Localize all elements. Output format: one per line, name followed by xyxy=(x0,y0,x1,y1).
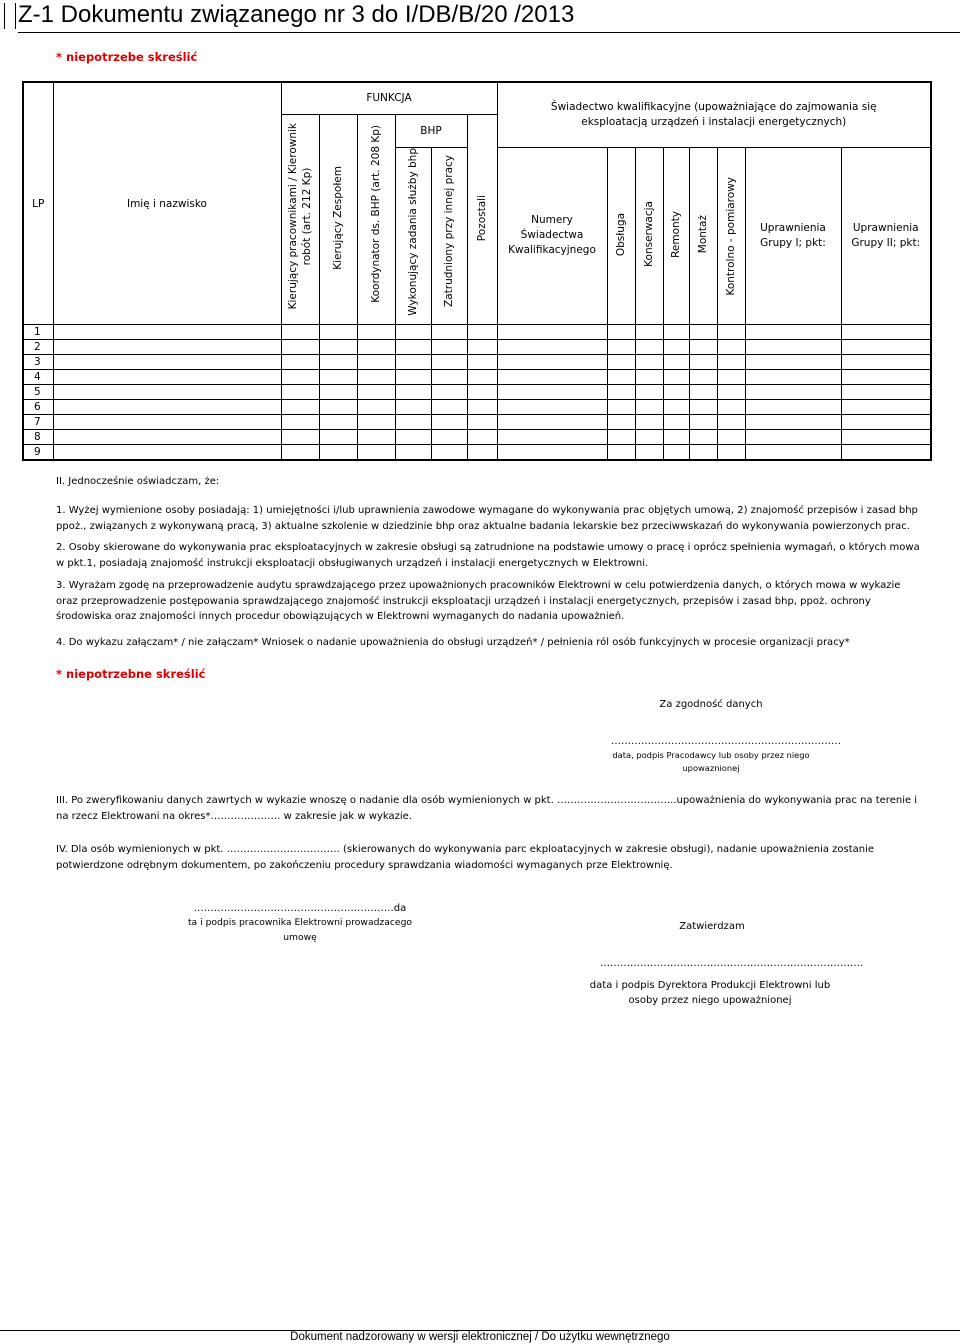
table-cell xyxy=(53,370,281,385)
zatwierdzam-label: Zatwierdzam xyxy=(679,921,745,932)
paragraph-IV: IV. Dla osób wymienionych w pkt. ……………………………. (skierowanych do wykonywania parc ekploatacyjnych w zakresie obsługi), nadanie upoważnienia zostanie potwierdzone odrębnym dokumentem, po zakończeniu procedury sprawdzania wiadomości wymaganych prze Elektrownię. xyxy=(56,844,875,871)
table-row xyxy=(23,385,931,400)
signature-line-employer: …………………………………………………………… xyxy=(611,736,841,747)
table-cell xyxy=(841,325,931,340)
footer xyxy=(0,1330,960,1344)
table-cell xyxy=(467,355,497,370)
header-rule xyxy=(18,32,960,33)
table-cell xyxy=(319,370,357,385)
table-cell xyxy=(497,445,607,461)
header-lp: LP xyxy=(23,82,53,325)
table-cell xyxy=(497,430,607,445)
paragraph-4: 4. Do wykazu załączam* / nie załączam* Wniosek o nadanie upoważnienia do obsługi urządzeń* / pełnienia ról osób funkcyjnych w procesie organizacji pracy* xyxy=(56,637,850,648)
table-cell xyxy=(281,340,319,355)
paragraph-3: 3. Wyrażam zgodę na przeprowadzenie audytu sprawdzającego przez upoważnionych pracowników Elektrowni w celu potwierdzenia danych, o których mowa w wykazie oraz przeprowadzenie postępowania sprawdzającego znajomość instrukcji eksploatacji urządzeń i instalacji energetycznych, przepisów i zasad bhp, ppoż. ochrony środowiska oraz znajomości innych procedur obowiązujących w Elektrowni wymaganych do nadania upoważnień. xyxy=(56,580,901,622)
table-cell xyxy=(319,445,357,461)
table-cell xyxy=(841,370,931,385)
table-cell xyxy=(497,340,607,355)
header-funkcja: FUNKCJA xyxy=(281,82,497,114)
table-cell xyxy=(717,355,745,370)
paragraph-III: III. Po zweryfikowaniu danych zawrtych w wykazie wnoszę o nadanie dla osób wymienionych w pkt. ……………………………...upoważnienia do wykonywania prac na terenie i na rzecz Elektrowani na okres*………………… w zakresie jak w wykazie. xyxy=(56,795,918,822)
table-cell xyxy=(395,370,431,385)
table-cell xyxy=(745,385,841,400)
section-2-title: II. Jednocześnie oświadczam, że: xyxy=(56,476,220,487)
table-cell xyxy=(431,415,467,430)
table-cell xyxy=(319,430,357,445)
table-cell xyxy=(395,385,431,400)
table-cell xyxy=(635,370,663,385)
table-cell xyxy=(689,340,717,355)
row-number: 7 xyxy=(23,415,53,430)
header-grupa1: Uprawnienia Grupy I; pkt: xyxy=(745,147,841,325)
row-number: 8 xyxy=(23,430,53,445)
table-cell xyxy=(841,415,931,430)
table-cell xyxy=(689,385,717,400)
header-kierujacy-pracownikami: Kierujący pracownikami / Kierownik robót (art. 212 Kp) xyxy=(281,114,319,325)
header-swiadectwo: Świadectwo kwalifikacyjne (upoważniające do zajmowania się eksploatacją urządzeń i instalacji energetycznych) xyxy=(497,82,931,147)
table-cell xyxy=(281,325,319,340)
table-cell xyxy=(467,370,497,385)
table-cell xyxy=(431,445,467,461)
table-cell xyxy=(431,340,467,355)
table-cell xyxy=(663,430,689,445)
table-cell xyxy=(745,415,841,430)
table-cell xyxy=(357,415,395,430)
table-cell xyxy=(745,340,841,355)
table-cell xyxy=(717,400,745,415)
row-number: 4 xyxy=(23,370,53,385)
table-cell xyxy=(281,355,319,370)
table-cell xyxy=(357,325,395,340)
footer-text: Dokument nadzorowany w wersji elektronicznej / Do użytku wewnętrznego xyxy=(290,1331,670,1343)
header-bhp: BHP xyxy=(395,114,467,147)
table-row xyxy=(23,355,931,370)
table-cell xyxy=(663,385,689,400)
table-cell xyxy=(607,400,635,415)
table-cell xyxy=(717,325,745,340)
table-cell xyxy=(281,385,319,400)
table-cell xyxy=(467,340,497,355)
table-cell xyxy=(841,400,931,415)
table-cell xyxy=(841,385,931,400)
header-pozostali: Pozostali xyxy=(467,114,497,325)
table-cell xyxy=(53,445,281,461)
table-cell xyxy=(745,325,841,340)
table-cell xyxy=(841,355,931,370)
table-cell xyxy=(607,445,635,461)
table-cell xyxy=(357,355,395,370)
elektrownia-signature-caption: ta i podpis pracownika Elektrowni prowadzacego umowę xyxy=(187,917,413,943)
paragraph-1: 1. Wyżej wymienione osoby posiadają: 1) umiejętności i/lub uprawnienia zawodowe wymagane do wykonywania prac objętych umową, 2) znajomość przepisów i zasad bhp ppoż., związanych z wykonywaną pracą, 3) aktualne szkolenie w dziedzinie bhp oraz aktualne badania lekarskie bez przeciwwskazań do wykonywania powierzonych prac. xyxy=(56,505,918,532)
table-cell xyxy=(53,325,281,340)
table-cell xyxy=(395,325,431,340)
table-cell xyxy=(497,370,607,385)
table-cell xyxy=(717,370,745,385)
signature-line-director: ……………………………………………………………………. xyxy=(600,958,864,969)
table-cell xyxy=(689,325,717,340)
table-cell xyxy=(357,430,395,445)
table-cell xyxy=(281,400,319,415)
table-cell xyxy=(53,430,281,445)
table-row xyxy=(23,400,931,415)
table-cell xyxy=(431,355,467,370)
header-numery: Numery Świadectwa Kwalifikacyjnego xyxy=(497,147,607,325)
document-header xyxy=(0,0,960,32)
table-cell xyxy=(717,445,745,461)
table-cell xyxy=(497,385,607,400)
table-cell xyxy=(689,430,717,445)
header-kontrolno: Kontrolno - pomiarowy xyxy=(717,147,745,325)
table-cell xyxy=(395,400,431,415)
header-remonty: Remonty xyxy=(663,147,689,325)
signature-line-elektrownia: ……………………………………………………da xyxy=(193,903,407,914)
persons-table xyxy=(22,81,932,461)
table-cell xyxy=(663,340,689,355)
row-number: 3 xyxy=(23,355,53,370)
table-row xyxy=(23,415,931,430)
header-kierujacy-zespolem: Kierujący Zespołem xyxy=(319,114,357,325)
table-cell xyxy=(395,355,431,370)
table-cell xyxy=(467,415,497,430)
table-cell xyxy=(607,325,635,340)
employer-signature-caption: data, podpis Pracodawcy lub osoby przez niego upowaznionej xyxy=(612,750,810,773)
table-cell xyxy=(717,340,745,355)
table-cell xyxy=(745,445,841,461)
table-cell xyxy=(319,400,357,415)
table-cell xyxy=(281,445,319,461)
table-cell xyxy=(689,445,717,461)
table-cell xyxy=(497,415,607,430)
table-cell xyxy=(635,385,663,400)
row-number: 9 xyxy=(23,445,53,461)
table-cell xyxy=(689,370,717,385)
table-cell xyxy=(841,430,931,445)
table-cell xyxy=(357,385,395,400)
table-cell xyxy=(281,415,319,430)
table-row xyxy=(23,370,931,385)
header-wykonujacy: Wykonujący zadania służby bhp xyxy=(395,147,431,325)
table-cell xyxy=(607,355,635,370)
header-montaz: Montaż xyxy=(689,147,717,325)
paragraph-2: 2. Osoby skierowane do wykonywania prac eksploatacyjnych w zakresie obsługi są zatrudnione na podstawie umowy o pracę i oprócz spełnienia wymagań, o których mowa w pkt.1, posiadają znajomość instrukcji eksploatacji obsługiwanych urządzeń i instalacji energetycznych w Elektrowni. xyxy=(56,542,920,569)
table-cell xyxy=(841,445,931,461)
table-cell xyxy=(319,355,357,370)
table-cell xyxy=(663,445,689,461)
table-row xyxy=(23,445,931,461)
table-cell xyxy=(689,400,717,415)
table-cell xyxy=(745,400,841,415)
footer-rule xyxy=(0,1330,960,1331)
table-cell xyxy=(745,370,841,385)
table-cell xyxy=(497,325,607,340)
table-cell xyxy=(607,415,635,430)
table-cell xyxy=(635,325,663,340)
table-cell xyxy=(663,415,689,430)
table-cell xyxy=(745,355,841,370)
table-cell xyxy=(689,415,717,430)
header-obsluga: Obsługa xyxy=(607,147,635,325)
table-cell xyxy=(431,430,467,445)
table-cell xyxy=(467,385,497,400)
note-mid: * niepotrzebne skreślić xyxy=(56,667,206,681)
table-cell xyxy=(319,385,357,400)
table-cell xyxy=(635,430,663,445)
table-cell xyxy=(431,400,467,415)
table-cell xyxy=(395,340,431,355)
table-cell xyxy=(635,355,663,370)
row-number: 1 xyxy=(23,325,53,340)
table-cell xyxy=(467,430,497,445)
table-cell xyxy=(431,370,467,385)
header-bars xyxy=(4,3,16,29)
table-cell xyxy=(53,415,281,430)
table-cell xyxy=(281,430,319,445)
table-cell xyxy=(467,325,497,340)
table-cell xyxy=(663,325,689,340)
table-cell xyxy=(663,370,689,385)
header-koordynator: Koordynator ds. BHP (art. 208 Kp) xyxy=(357,114,395,325)
row-number: 2 xyxy=(23,340,53,355)
zgodnosc-label: Za zgodność danych xyxy=(659,699,763,710)
table-cell xyxy=(663,400,689,415)
table-cell xyxy=(431,325,467,340)
table-cell xyxy=(431,385,467,400)
table-cell xyxy=(53,355,281,370)
table-cell xyxy=(607,385,635,400)
table-cell xyxy=(357,340,395,355)
table-row xyxy=(23,430,931,445)
table-cell xyxy=(319,340,357,355)
table-cell xyxy=(53,400,281,415)
table-cell xyxy=(717,385,745,400)
header-grupa2: Uprawnienia Grupy II; pkt: xyxy=(841,147,931,325)
table-cell xyxy=(689,355,717,370)
page-title: Z-1 Dokumentu związanego nr 3 do I/DB/B/20 /2013 xyxy=(18,1,575,28)
table-cell xyxy=(841,340,931,355)
table-cell xyxy=(395,415,431,430)
table-cell xyxy=(635,415,663,430)
table-cell xyxy=(607,430,635,445)
table-cell xyxy=(357,400,395,415)
note-top: * niepotrzebe skreślić xyxy=(56,50,198,64)
table-row xyxy=(23,340,931,355)
table-cell xyxy=(319,415,357,430)
header-name: Imię i nazwisko xyxy=(53,82,281,325)
table-cell xyxy=(607,370,635,385)
table-cell xyxy=(663,355,689,370)
table-cell xyxy=(467,400,497,415)
table-cell xyxy=(717,430,745,445)
table-cell xyxy=(357,445,395,461)
table-cell xyxy=(395,430,431,445)
table-cell xyxy=(635,445,663,461)
table-cell xyxy=(467,445,497,461)
table-cell xyxy=(745,430,841,445)
row-number: 5 xyxy=(23,385,53,400)
table-cell xyxy=(717,415,745,430)
table-cell xyxy=(497,355,607,370)
table-cell xyxy=(395,445,431,461)
table-cell xyxy=(53,385,281,400)
row-number: 6 xyxy=(23,400,53,415)
header-zatrudniony: Zatrudniony przy innej pracy xyxy=(431,147,467,325)
table-cell xyxy=(53,340,281,355)
table-cell xyxy=(635,340,663,355)
table-cell xyxy=(635,400,663,415)
header-konserwacja: Konserwacja xyxy=(635,147,663,325)
table-cell xyxy=(607,340,635,355)
table-cell xyxy=(497,400,607,415)
table-cell xyxy=(319,325,357,340)
director-signature-caption: data i podpis Dyrektora Produkcji Elektrowni lub osoby przez niego upoważnionej xyxy=(589,980,831,1006)
table-row xyxy=(23,325,931,340)
table-cell xyxy=(281,370,319,385)
table-cell xyxy=(357,370,395,385)
